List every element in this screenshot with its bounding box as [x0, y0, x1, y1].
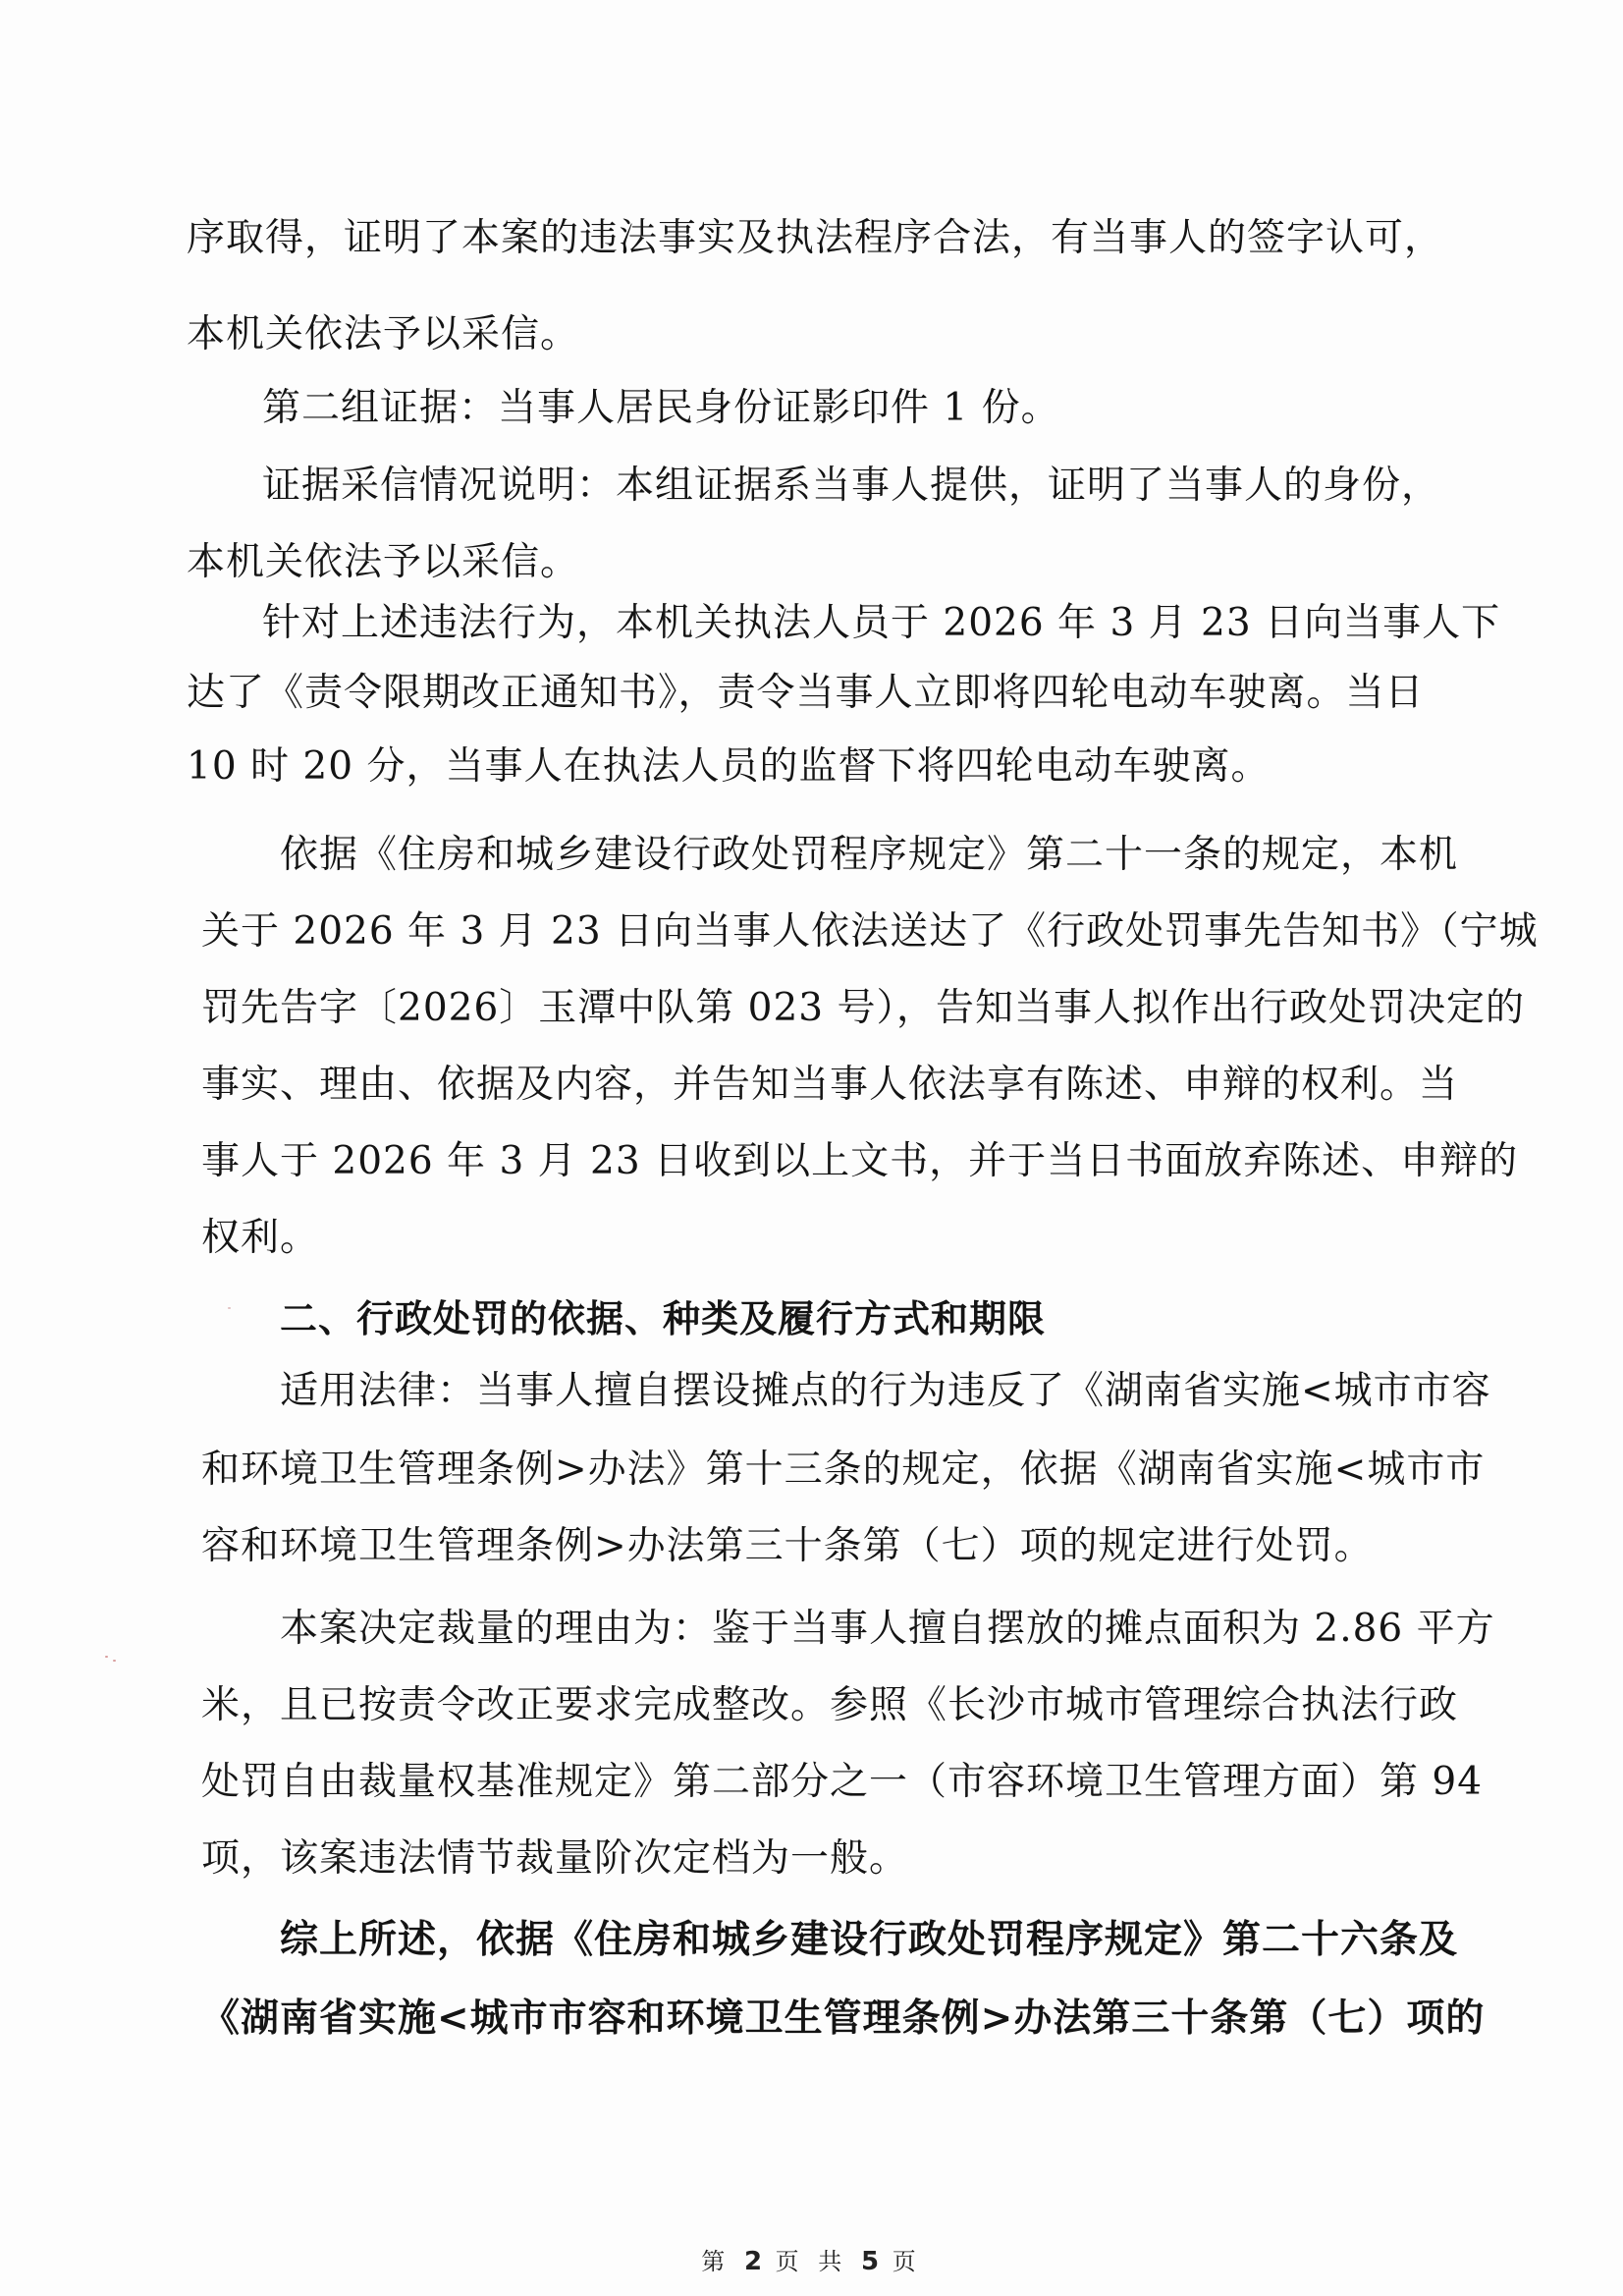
body-line: 本机关依法予以采信。	[187, 540, 580, 584]
body-line: 关于 2026 年 3 月 23 日向当事人依法送达了《行政处罚事先告知书》（宁城	[201, 909, 1539, 954]
body-line: 事人于 2026 年 3 月 23 日收到以上文书，并于当日书面放弃陈述、申辩的	[201, 1139, 1519, 1183]
body-line: 权利。	[201, 1216, 320, 1260]
body-line: 罚先告字〔2026〕玉潭中队第 023 号），告知当事人拟作出行政处罚决定的	[201, 986, 1525, 1030]
scan-speck	[105, 1656, 108, 1658]
body-line: 达了《责令限期改正通知书》，责令当事人立即将四轮电动车驶离。当日	[187, 671, 1425, 715]
body-line: 综上所述，依据《住房和城乡建设行政处罚程序规定》第二十六条及	[280, 1917, 1459, 1962]
body-line: 序取得，证明了本案的违法事实及执法程序合法，有当事人的签字认可，	[187, 216, 1444, 260]
body-line: 容和环境卫生管理条例>办法第三十条第（七）项的规定进行处罚。	[201, 1524, 1374, 1568]
body-line: 依据《住房和城乡建设行政处罚程序规定》第二十一条的规定，本机	[280, 833, 1459, 877]
body-line: 第二组证据：当事人居民身份证影印件 1 份。	[262, 386, 1060, 430]
footer-page-number: 2	[743, 2247, 763, 2276]
body-line: 处罚自由裁量权基准规定》第二部分之一（市容环境卫生管理方面）第 94	[201, 1760, 1484, 1804]
body-line: 事实、理由、依据及内容，并告知当事人依法享有陈述、申辩的权利。当	[201, 1063, 1459, 1107]
footer-middle: 页 共	[775, 2248, 848, 2275]
body-line: 适用法律：当事人擅自摆设摊点的行为违反了《湖南省实施<城市市容	[280, 1369, 1491, 1413]
footer-prefix: 第	[701, 2248, 731, 2275]
scan-speck	[228, 1307, 231, 1309]
page-footer	[0, 2247, 1623, 2276]
body-line: 10 时 20 分，当事人在执法人员的监督下将四轮电动车驶离。	[187, 744, 1271, 789]
footer-suffix: 页	[892, 2248, 922, 2275]
body-line: 和环境卫生管理条例>办法》第十三条的规定，依据《湖南省实施<城市市	[201, 1448, 1486, 1492]
body-line: 针对上述违法行为，本机关执法人员于 2026 年 3 月 23 日向当事人下	[262, 601, 1501, 645]
scan-speck	[113, 1660, 116, 1662]
body-line: 项，该案违法情节裁量阶次定档为一般。	[201, 1836, 909, 1881]
footer-page-total: 5	[860, 2247, 880, 2276]
body-line: 本案决定裁量的理由为：鉴于当事人擅自摆放的摊点面积为 2.86 平方	[280, 1607, 1495, 1651]
section-heading: 二、行政处罚的依据、种类及履行方式和期限	[280, 1297, 1047, 1340]
body-line: 《湖南省实施<城市市容和环境卫生管理条例>办法第三十条第（七）项的	[201, 1995, 1486, 2041]
body-line: 本机关依法予以采信。	[187, 312, 580, 356]
body-line: 米，且已按责令改正要求完成整改。参照《长沙市城市管理综合执法行政	[201, 1683, 1459, 1727]
body-line: 证据采信情况说明：本组证据系当事人提供，证明了当事人的身份，	[262, 464, 1441, 508]
